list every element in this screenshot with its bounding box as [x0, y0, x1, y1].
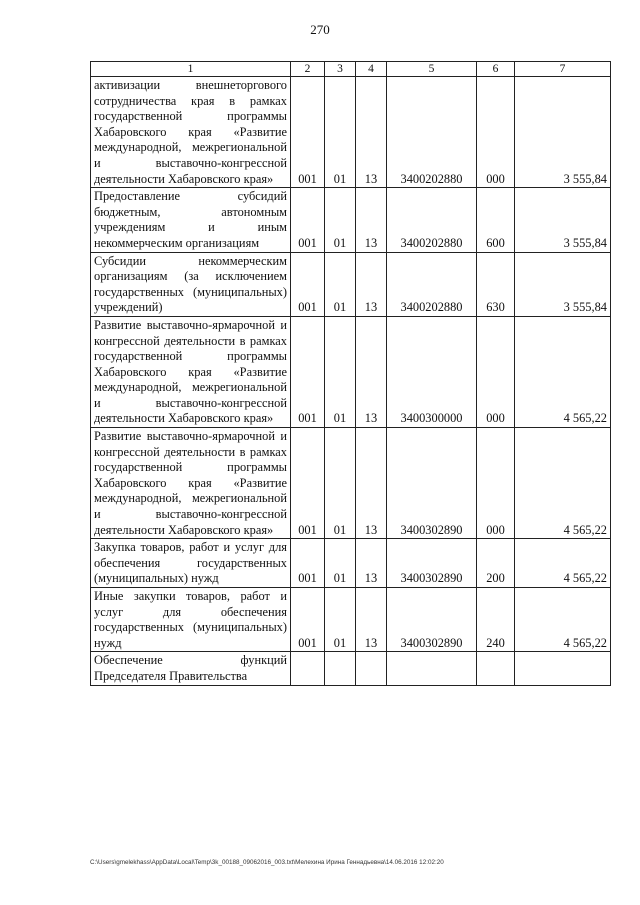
cell-amount: 3 555,84: [515, 188, 611, 252]
header-col-7: 7: [515, 62, 611, 77]
cell-amount: 4 565,22: [515, 316, 611, 427]
cell-code-4: 13: [356, 539, 387, 588]
cell-code-4: [356, 652, 387, 685]
cell-code-2: [291, 652, 325, 685]
cell-code-5: 3400300000: [387, 316, 477, 427]
cell-code-3: 01: [325, 252, 356, 316]
table-header-row: [91, 62, 611, 77]
header-col-5: 5: [387, 62, 477, 77]
cell-amount: 3 555,84: [515, 77, 611, 188]
row-name: Развитие выставочно-ярмарочной и конгрессной деятельности в рамках государственной программы Хабаровского края «Развитие международной, межрегиональной и выставочно-конгрессной деятельности Хабаровского края»: [91, 428, 291, 539]
cell-code-4: 13: [356, 588, 387, 652]
row-name: активизации внешнеторгового сотрудничества края в рамках государственной программы Хабаровского края «Развитие международной, межрегиональной и выставочно-конгрессной деятельности Хабаровского края»: [91, 77, 291, 188]
cell-code-2: 001: [291, 77, 325, 188]
table-row: [91, 252, 611, 316]
cell-code-3: 01: [325, 188, 356, 252]
cell-code-5: 3400302890: [387, 539, 477, 588]
header-col-1: 1: [91, 62, 291, 77]
cell-code-4: 13: [356, 428, 387, 539]
header-col-3: 3: [325, 62, 356, 77]
cell-code-6: 240: [477, 588, 515, 652]
header-col-4: 4: [356, 62, 387, 77]
header-col-6: 6: [477, 62, 515, 77]
cell-code-6: 600: [477, 188, 515, 252]
cell-code-5: 3400202880: [387, 188, 477, 252]
cell-code-2: 001: [291, 316, 325, 427]
cell-code-3: 01: [325, 539, 356, 588]
table-row: [91, 652, 611, 685]
cell-code-3: 01: [325, 316, 356, 427]
cell-code-4: 13: [356, 316, 387, 427]
row-name: Субсидии некоммерческим организациям (за исключением государственных (муниципальных) учреждений): [91, 252, 291, 316]
cell-code-4: 13: [356, 252, 387, 316]
cell-code-6: 000: [477, 428, 515, 539]
cell-code-6: 000: [477, 77, 515, 188]
cell-amount: [515, 652, 611, 685]
table-row: [91, 188, 611, 252]
cell-amount: 4 565,22: [515, 428, 611, 539]
row-name: Развитие выставочно-ярмарочной и конгрессной деятельности в рамках государственной программы Хабаровского края «Развитие международной, межрегиональной и выставочно-конгрессной деятельности Хабаровского края»: [91, 316, 291, 427]
cell-code-3: 01: [325, 428, 356, 539]
cell-code-2: 001: [291, 252, 325, 316]
table-row: [91, 428, 611, 539]
cell-code-2: 001: [291, 588, 325, 652]
cell-code-4: 13: [356, 188, 387, 252]
table-row: [91, 77, 611, 188]
cell-code-5: 3400302890: [387, 428, 477, 539]
cell-code-5: 3400302890: [387, 588, 477, 652]
budget-table: [90, 61, 611, 686]
cell-amount: 3 555,84: [515, 252, 611, 316]
cell-code-3: [325, 652, 356, 685]
table-row: [91, 539, 611, 588]
table-row: [91, 588, 611, 652]
cell-code-4: 13: [356, 77, 387, 188]
cell-code-2: 001: [291, 428, 325, 539]
cell-amount: 4 565,22: [515, 539, 611, 588]
page-number: 270: [310, 22, 330, 37]
cell-code-6: [477, 652, 515, 685]
row-name: Иные закупки товаров, работ и услуг для обеспечения государственных (муниципальных) нужд: [91, 588, 291, 652]
header-col-2: 2: [291, 62, 325, 77]
cell-code-3: 01: [325, 77, 356, 188]
file-path-footer: C:\Users\gmelekhass\AppData\Local\Temp\3k_00188_09062016_003.txt\Мелехина Ирина Геннадьевна\14.06.2016 12:02:20: [90, 859, 444, 866]
cell-amount: 4 565,22: [515, 588, 611, 652]
cell-code-5: 3400202880: [387, 252, 477, 316]
cell-code-6: 000: [477, 316, 515, 427]
row-name: Закупка товаров, работ и услуг для обеспечения государственных (муниципальных) нужд: [91, 539, 291, 588]
table-row: [91, 316, 611, 427]
row-name: Обеспечение функций Председателя Правительства: [91, 652, 291, 685]
cell-code-2: 001: [291, 539, 325, 588]
row-name: Предоставление субсидий бюджетным, автономным учреждениям и иным некоммерческим организациям: [91, 188, 291, 252]
cell-code-2: 001: [291, 188, 325, 252]
cell-code-5: [387, 652, 477, 685]
cell-code-6: 630: [477, 252, 515, 316]
cell-code-6: 200: [477, 539, 515, 588]
cell-code-3: 01: [325, 588, 356, 652]
cell-code-5: 3400202880: [387, 77, 477, 188]
